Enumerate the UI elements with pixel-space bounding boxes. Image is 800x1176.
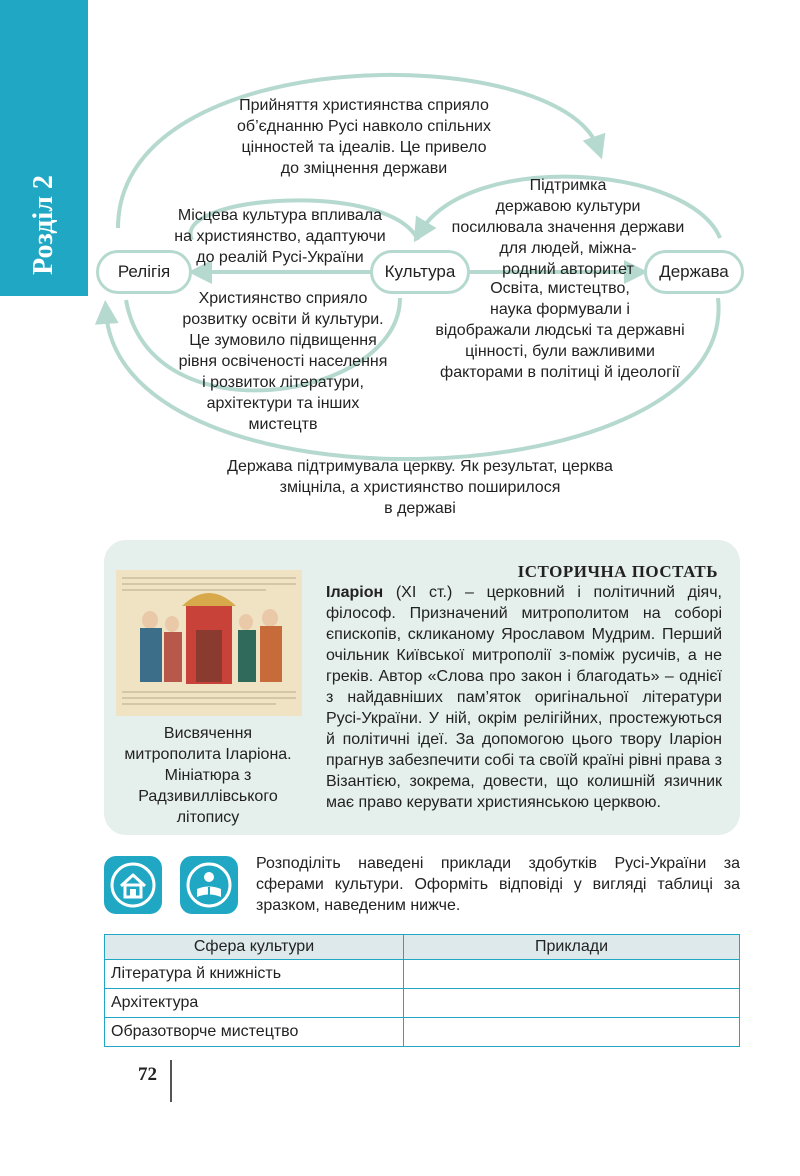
historical-figure-box [104, 540, 740, 835]
text-christianity-education: Християнство сприяло розвитку освіти й культури. Це зумовило підвищення рівня освіченості населення і розвиток літератури, архітектури та інших мистецтв [178, 290, 388, 433]
section-tab-label: Розділ 2 [28, 175, 59, 275]
table-cell: Образотворче мистецтво [105, 1018, 404, 1047]
table-cell: Література й книжність [105, 960, 404, 989]
table-row [105, 1018, 740, 1047]
table-cell [404, 960, 740, 989]
table-cell [404, 989, 740, 1018]
table-cell: Архітектура [105, 989, 404, 1018]
figure-description: (XI ст.) – церковний і політичний діяч, філософ. Призначений митрополитом на соборі єпископів, скликаному Ярославом Мудрим. Перший очільник Київської митрополії з-поміж русичів, а не греків. Автор «Слова про закон і благодать» – однієї з найдавніших пам’яток оригінальної літератури Русі-України. У ній, окрім релігійних, простежуються й політичні ідеї. За допомогою цього твору Іларіон прагнув забезпечити собі та своїй країні рівні права з Візантією, зокрема, довести, що колишній язичник має право керувати християнською церквою. [326, 584, 722, 811]
text-bottom: Держава підтримувала церкву. Як результат, церква зміцніла, а християнство поширилося в державі [227, 458, 613, 517]
table-header: Сфера культури [105, 935, 404, 960]
historical-figure-heading: ІСТОРИЧНА ПОСТАТЬ [517, 562, 718, 581]
culture-diagram [0, 0, 800, 540]
miniature-caption: Висвячення митрополита Іларіона. Мініатюра з Радзивиллівського літопису [124, 725, 292, 826]
node-state: Держава [644, 250, 744, 294]
text-local-culture: Місцева культура впливала на християнство, адаптуючи до реалій Русі-України [174, 207, 386, 266]
table-header: Приклади [404, 935, 740, 960]
figure-name: Іларіон [326, 584, 384, 601]
task-text: Розподіліть наведені приклади здобутків Русі-України за сферами культури. Оформіть відповіді у вигляді таблиці за зразком, наведеним нижче. [256, 855, 740, 914]
miniature-image [116, 570, 302, 716]
table-row [105, 960, 740, 989]
node-culture: Культура [370, 250, 470, 294]
page-number-rule [170, 1060, 172, 1102]
table-header-row [105, 935, 740, 960]
text-top: Прийняття християнства сприяло об’єднанню Русі навколо спільних цінностей та ідеалів. Це привело до зміцнення держави [237, 97, 491, 177]
historical-figure-bio [326, 582, 722, 813]
reading-person-icon [180, 856, 238, 914]
text-state-support: Підтримка державою культури посилювала значення держави для людей, міжна- родний авторитет [451, 177, 685, 278]
table-cell [404, 1018, 740, 1047]
table-row [105, 989, 740, 1018]
culture-table [104, 934, 740, 1047]
node-religion: Релігія [96, 250, 192, 294]
home-icon [104, 856, 162, 914]
page-number: 72 [138, 1064, 157, 1085]
text-education-art: Освіта, мистецтво, наука формували і відображали людські та державні цінності, були важливими факторами в політиці й ідеології [435, 280, 685, 381]
